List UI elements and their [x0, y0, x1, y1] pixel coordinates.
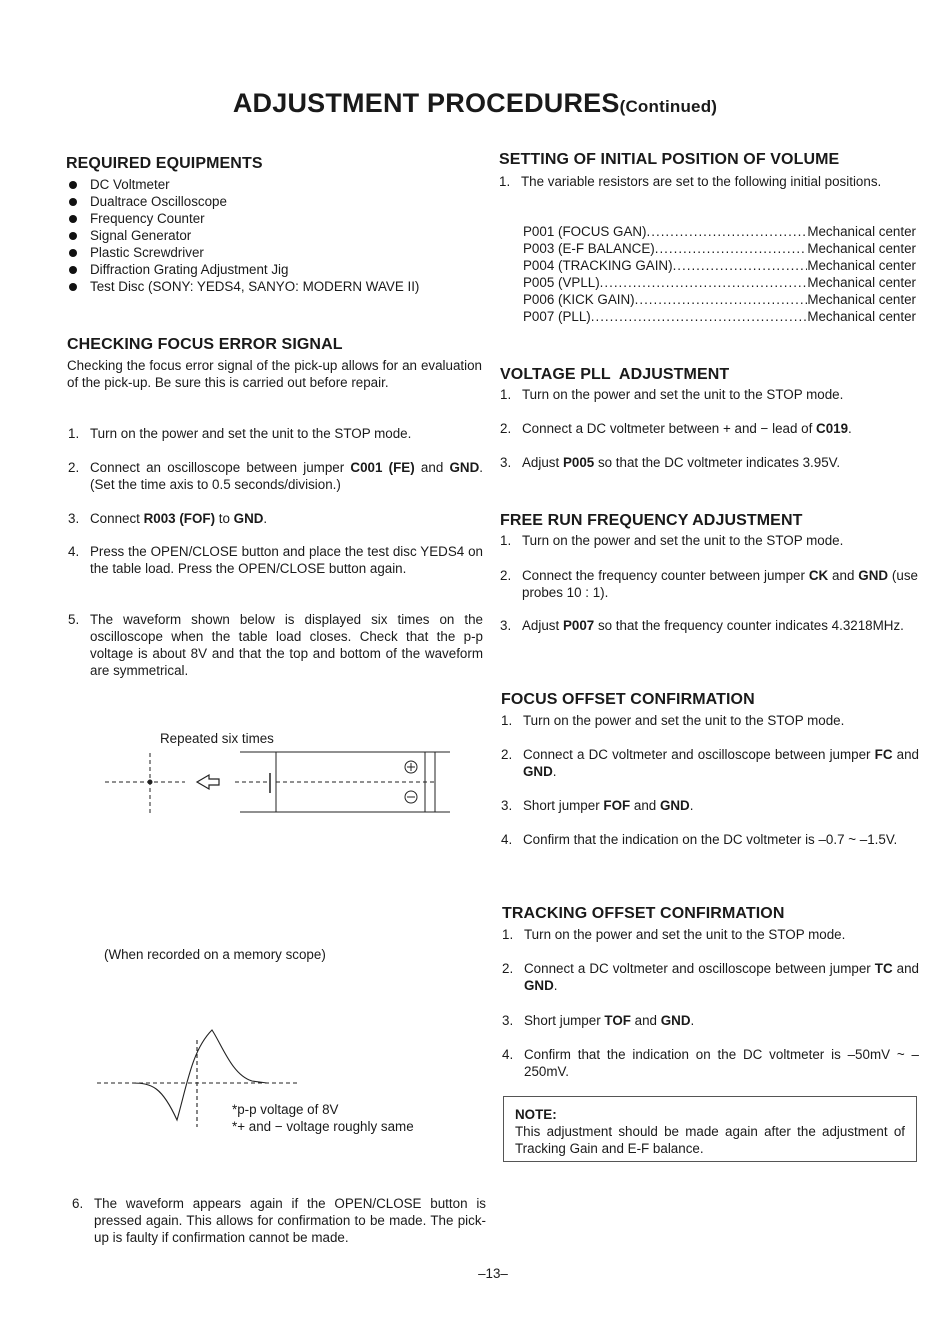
- equipment-item: Dualtrace Oscilloscope: [66, 193, 486, 210]
- focus-step-4: 4. Press the OPEN/CLOSE button and place the test disc YEDS4 on the table load. Press the OPEN/CLOSE button again.: [68, 544, 483, 576]
- equipment-item: DC Voltmeter: [66, 176, 486, 193]
- focus-step-5: 5. The waveform shown below is displayed six times on the oscilloscope when the table load closes. Check that the p-p voltage is about 8V and that the top and bottom of the waveform are symmetrical.: [68, 612, 483, 678]
- figure-1-label: Repeated six times: [160, 731, 274, 746]
- pot-row: P004 (TRACKING GAIN) ..... Mechanical center: [523, 257, 916, 274]
- free-run-heading: FREE RUN FREQUENCY ADJUSTMENT: [500, 512, 803, 529]
- focus-step-3: 3. Connect R003 (FOF) to GND.: [68, 511, 268, 526]
- equipment-item: Plastic Screwdriver: [66, 244, 486, 261]
- focus-offset-step-3: 3. Short jumper FOF and GND.: [501, 798, 694, 813]
- pot-row: P001 (FOCUS GAN) ..... Mechanical center: [523, 223, 916, 240]
- tracking-offset-step-2: 2. Connect a DC voltmeter and oscilloscope between jumper TC and GND.: [502, 961, 919, 993]
- vpll-step-2: 2. Connect a DC voltmeter between + and − lead of C019.: [500, 421, 852, 436]
- focus-offset-step-2: 2. Connect a DC voltmeter and oscilloscope between jumper FC and GND.: [501, 747, 919, 779]
- equipment-item: Signal Generator: [66, 227, 486, 244]
- pot-row: P003 (E-F BALANCE) ..... Mechanical center: [523, 240, 916, 257]
- vpll-step-3: 3. Adjust P005 so that the DC voltmeter indicates 3.95V.: [500, 455, 841, 470]
- note-box: [503, 1096, 917, 1162]
- page-title: [0, 88, 950, 119]
- tracking-offset-step-1: 1. Turn on the power and set the unit to the STOP mode.: [502, 927, 846, 942]
- focus-offset-step-1: 1. Turn on the power and set the unit to the STOP mode.: [501, 713, 845, 728]
- focus-offset-heading: FOCUS OFFSET CONFIRMATION: [501, 691, 755, 708]
- initial-step-1: 1. The variable resistors are set to the following initial positions.: [499, 174, 882, 189]
- tracking-offset-step-3: 3. Short jumper TOF and GND.: [502, 1013, 695, 1028]
- figure-1-waveform: [95, 745, 460, 820]
- equipment-item: Test Disc (SONY: YEDS4, SANYO: MODERN WAVE II): [66, 278, 486, 295]
- focus-step-6: 6. The waveform appears again if the OPEN/CLOSE button is pressed again. This allows for confirmation to be made. The pick-up is faulty if confirmation cannot be made.: [72, 1196, 486, 1245]
- free-run-step-2: 2. Connect the frequency counter between jumper CK and GND (use probes 10 : 1).: [500, 568, 918, 600]
- vpll-step-1: 1. Turn on the power and set the unit to the STOP mode.: [500, 387, 844, 402]
- focus-error-intro: Checking the focus error signal of the pick-up allows for an evaluation of the pick-up. Be sure this is carried out before repair.: [67, 358, 482, 390]
- focus-step-2: 2. Connect an oscilloscope between jumper C001 (FE) and GND. (Set the time axis to 0.5 seconds/division.): [68, 460, 484, 492]
- bullet-icon: [69, 266, 77, 274]
- focus-offset-step-4: 4. Confirm that the indication on the DC voltmeter is –0.7 ~ –1.5V.: [501, 832, 898, 847]
- title-sub: (Continued): [619, 97, 718, 116]
- pot-row: P007 (PLL) ..... Mechanical center: [523, 308, 916, 325]
- bullet-icon: [69, 283, 77, 291]
- page-number: –13–: [478, 1266, 508, 1281]
- bullet-icon: [69, 181, 77, 189]
- pot-row: P006 (KICK GAIN) ..... Mechanical center: [523, 291, 916, 308]
- title-main: ADJUSTMENT PROCEDURES: [232, 88, 620, 118]
- free-run-step-1: 1. Turn on the power and set the unit to the STOP mode.: [500, 533, 844, 548]
- free-run-step-3: 3. Adjust P007 so that the frequency counter indicates 4.3218MHz.: [500, 618, 904, 633]
- focus-error-heading: CHECKING FOCUS ERROR SIGNAL: [67, 336, 343, 353]
- bullet-icon: [69, 232, 77, 240]
- figure-2-note-2: *+ and − voltage roughly same: [232, 1119, 414, 1134]
- pot-row: P005 (VPLL) ..... Mechanical center: [523, 274, 916, 291]
- figure-2-note-1: *p-p voltage of 8V: [232, 1102, 339, 1117]
- tracking-offset-heading: TRACKING OFFSET CONFIRMATION: [502, 905, 785, 922]
- bullet-icon: [69, 249, 77, 257]
- required-equipments-heading: REQUIRED EQUIPMENTS: [66, 155, 263, 172]
- bullet-icon: [69, 198, 77, 206]
- initial-position-heading: SETTING OF INITIAL POSITION OF VOLUME: [499, 151, 840, 168]
- tracking-offset-step-4: 4. Confirm that the indication on the DC voltmeter is –50mV ~ –250mV.: [502, 1047, 919, 1079]
- equipment-item: Diffraction Grating Adjustment Jig: [66, 261, 486, 278]
- note-heading: NOTE:: [515, 1107, 557, 1122]
- vpll-heading: VOLTAGE PLL ADJUSTMENT: [500, 366, 730, 383]
- bullet-icon: [69, 215, 77, 223]
- equipment-item: Frequency Counter: [66, 210, 486, 227]
- note-body: This adjustment should be made again after the adjustment of Tracking Gain and E-F balance.: [515, 1124, 905, 1156]
- figure-2-label: (When recorded on a memory scope): [104, 947, 326, 962]
- focus-step-1: 1. Turn on the power and set the unit to the STOP mode.: [68, 426, 412, 441]
- equipment-list: [66, 176, 486, 295]
